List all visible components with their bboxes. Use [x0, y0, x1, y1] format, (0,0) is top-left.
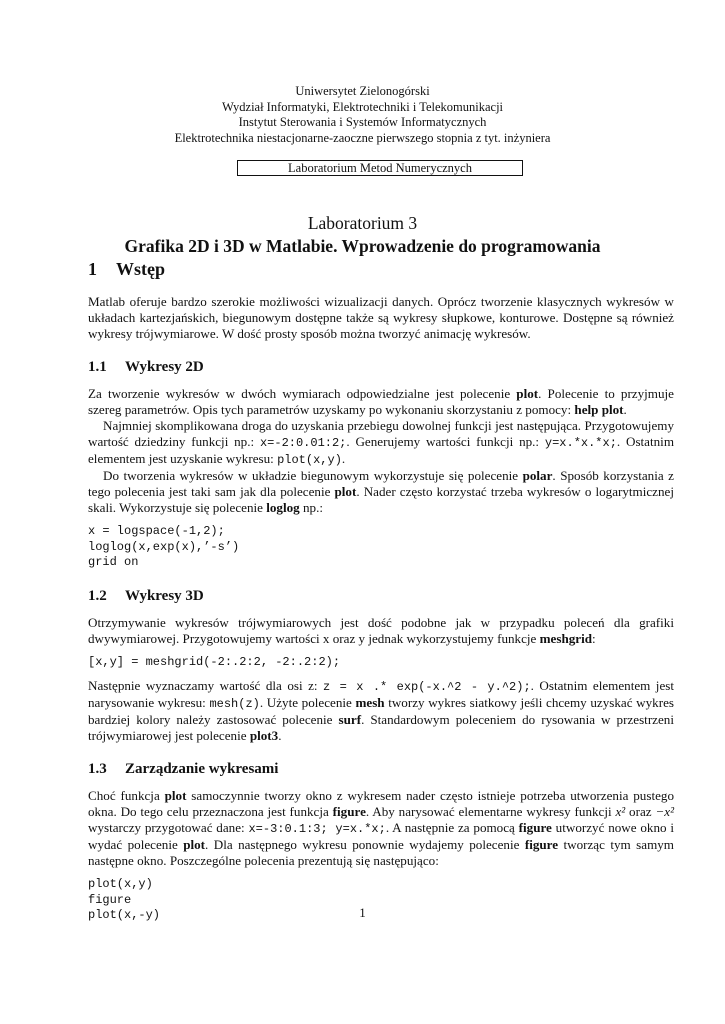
paragraph: Najmniej skomplikowana droga do uzyskania przebiegu dowolnej funkcji jest następująca. Przygotowujemy wartość dziedziny funkcji np.: x=-2:0.01:2;. Generujemy wartości funkcji np.: y=x.*x.*x;. Ostatnim elementem jest uzyskanie wykresu: plot(x,y). [88, 418, 674, 467]
page-number: 1 [359, 905, 366, 920]
code-block: [x,y] = meshgrid(-2:.2:2, -2:.2:2); [88, 654, 341, 669]
lab-number: Laboratorium 3 [307, 213, 418, 233]
document-title [0, 212, 725, 258]
section-heading-1-3: 1.3 Zarządzanie wykresami [88, 761, 279, 777]
section-heading-1: 1 Wstęp [88, 259, 165, 279]
paragraph: Matlab oferuje bardzo szerokie możliwości wizualizacji danych. Oprócz tworzenie klasycznych wykresów w układach kartezjańskich, biegunowym dostępne także są wykresy słupkowe, konturowe. Dostępne są również wykresy trójwymiarowe. W dość prosty sposób można tworzyć animację wykresów. [88, 294, 674, 341]
paragraph: Za tworzenie wykresów w dwóch wymiarach odpowiedzialne jest polecenie plot. Polecenie to przyjmuje szereg parametrów. Opis tych parametrów uzyskamy po wykonaniu skorzystaniu z pomocy: help plot. [88, 386, 674, 417]
course-box: Laboratorium Metod Numerycznych [237, 160, 523, 176]
institute-name: Instytut Sterowania i Systemów Informatycznych [238, 115, 487, 129]
document-body [88, 258, 674, 932]
code-block: plot(x,y) figure plot(x,-y) [88, 877, 161, 922]
institution-header [0, 84, 725, 146]
faculty-name: Wydział Informatyki, Elektrotechniki i Telekomunikacji [221, 99, 504, 114]
study-program: Elektrotechnika niestacjonarne-zaoczne pierwszego stopnia z tyt. inżyniera [174, 130, 551, 145]
paragraph: Do tworzenia wykresów w układzie biegunowym wykorzystuje się polecenie polar. Sposób korzystania z tego polecenia jest taki sam jak dla polecenie plot. Nader często korzystać trzeba wykresów o logarytmicznej skali. Wykorzystuje się polecenie loglog np.: [88, 468, 674, 515]
code-block: x = logspace(-1,2); loglog(x,exp(x),’-s’) grid on [88, 524, 240, 569]
paragraph: Choć funkcja plot samoczynnie tworzy okno z wykresem nader często istnieje potrzeba utworzenia pustego okna. Do tego celu przeznaczona jest funkcja figure. Aby narysować elementarne wykresy funkcji x² oraz −x² wystarczy przygotować dane: x=-3:0.1:3; y=x.*x;. A następnie za pomocą figure utworzyć nowe okno i wydać polecenie plot. Dla następnego wykresu ponownie wydajemy polecenie figure tworząc tym samym następne okno. Poszczególne polecenia prezentują się następująco: [88, 788, 675, 868]
paragraph: Następnie wyznaczamy wartość dla osi z: z = x .* exp(-x.^2 - y.^2);. Ostatnim elementem jest narysowanie wykresu: mesh(z). Użyte polecenie mesh tworzy wykres siatkowy jeśli chcemy uzyskać wykres bardziej kolory należy zastosować polecenie surf. Standardowym poleceniem do rysowania w przestrzeni trójwymiarowej jest polecenie plot3. [88, 678, 674, 743]
university-name: Uniwersytet Zielonogórski [295, 84, 430, 98]
section-heading-1-2: 1.2 Wykresy 3D [88, 587, 204, 604]
section-heading-1-1: 1.1 Wykresy 2D [88, 359, 204, 375]
lab-topic: Grafika 2D i 3D w Matlabie. Wprowadzenie do programowania [124, 236, 601, 256]
paragraph: Otrzymywanie wykresów trójwymiarowych jest dość podobne jak w przypadku poleceń dla grafiki dwywymiarowej. Przygotowujemy wartości x oraz y jednak wykorzystujemy funkcje meshgrid: [88, 614, 674, 646]
